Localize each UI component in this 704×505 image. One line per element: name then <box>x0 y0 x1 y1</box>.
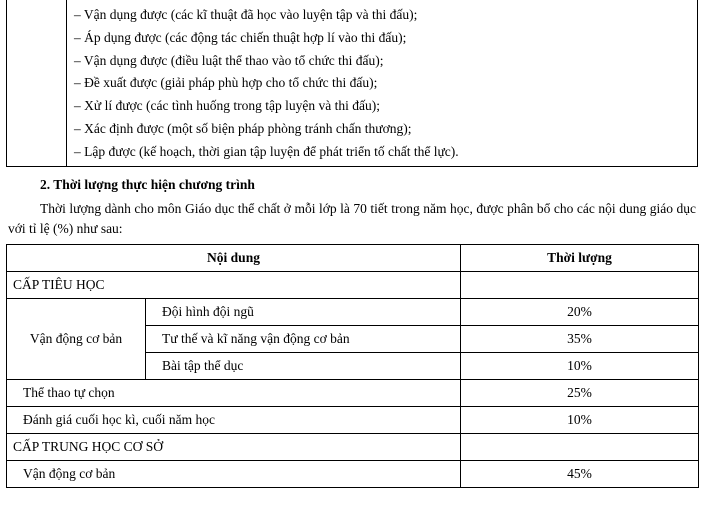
header-content: Nội dung <box>7 245 461 272</box>
objective-item: – Xác định được (một số biện pháp phòng tránh chấn thương); <box>74 120 412 136</box>
secondary-basic-label: Vận động cơ bản <box>7 461 461 488</box>
level-primary: CẤP TIÊU HỌC <box>7 272 461 299</box>
objective-item: – Xử lí được (các tình huống trong tập luyện và thi đấu); <box>74 98 380 114</box>
item-label: Đội hình đội ngũ <box>146 299 461 326</box>
item-label: Tư thế và kĩ năng vận động cơ bản <box>146 326 461 353</box>
objective-item: – Đề xuất được (giải pháp phù hợp cho tổ chức thi đấu); <box>74 75 378 91</box>
objective-item: – Vận dụng được (điều luật thể thao vào tổ chức thi đấu); <box>74 52 384 68</box>
table-row <box>7 272 699 299</box>
section-paragraph: Thời lượng dành cho môn Giáo dục thể chất ở mỗi lớp là 70 tiết trong năm học, được phân bổ cho các nội dung giáo dục với tỉ lệ (%) như sau: <box>8 201 696 236</box>
empty-cell <box>461 272 699 299</box>
empty-cell <box>461 434 699 461</box>
table-header-row <box>7 245 699 272</box>
objectives-left-column <box>7 0 67 166</box>
section-heading: 2. Thời lượng thực hiện chương trình <box>40 177 255 192</box>
table-row <box>7 434 699 461</box>
secondary-basic-value: 45% <box>461 461 699 488</box>
basic-movement-label: Vận động cơ bản <box>7 299 146 380</box>
elective-label: Thể thao tự chọn <box>7 380 461 407</box>
table-row <box>7 407 699 434</box>
assessment-label: Đánh giá cuối học kì, cuối năm học <box>7 407 461 434</box>
table-row <box>7 380 699 407</box>
item-value: 20% <box>461 299 699 326</box>
allocation-table <box>6 244 699 488</box>
objectives-list <box>74 4 459 164</box>
header-duration: Thời lượng <box>461 245 699 272</box>
table-row <box>7 461 699 488</box>
objective-item: – Lập được (kế hoạch, thời gian tập luyện để phát triển tố chất thể lực). <box>74 143 459 159</box>
elective-value: 25% <box>461 380 699 407</box>
item-value: 35% <box>461 326 699 353</box>
table-row <box>7 299 699 326</box>
level-secondary: CẤP TRUNG HỌC CƠ SỞ <box>7 434 461 461</box>
item-value: 10% <box>461 353 699 380</box>
objective-item: – Áp dụng được (các động tác chiến thuật hợp lí vào thi đấu); <box>74 29 407 45</box>
objective-item: – Vận dụng được (các kĩ thuật đã học vào luyện tập và thi đấu); <box>74 7 418 22</box>
objectives-table <box>6 0 698 167</box>
assessment-value: 10% <box>461 407 699 434</box>
item-label: Bài tập thể dục <box>146 353 461 380</box>
